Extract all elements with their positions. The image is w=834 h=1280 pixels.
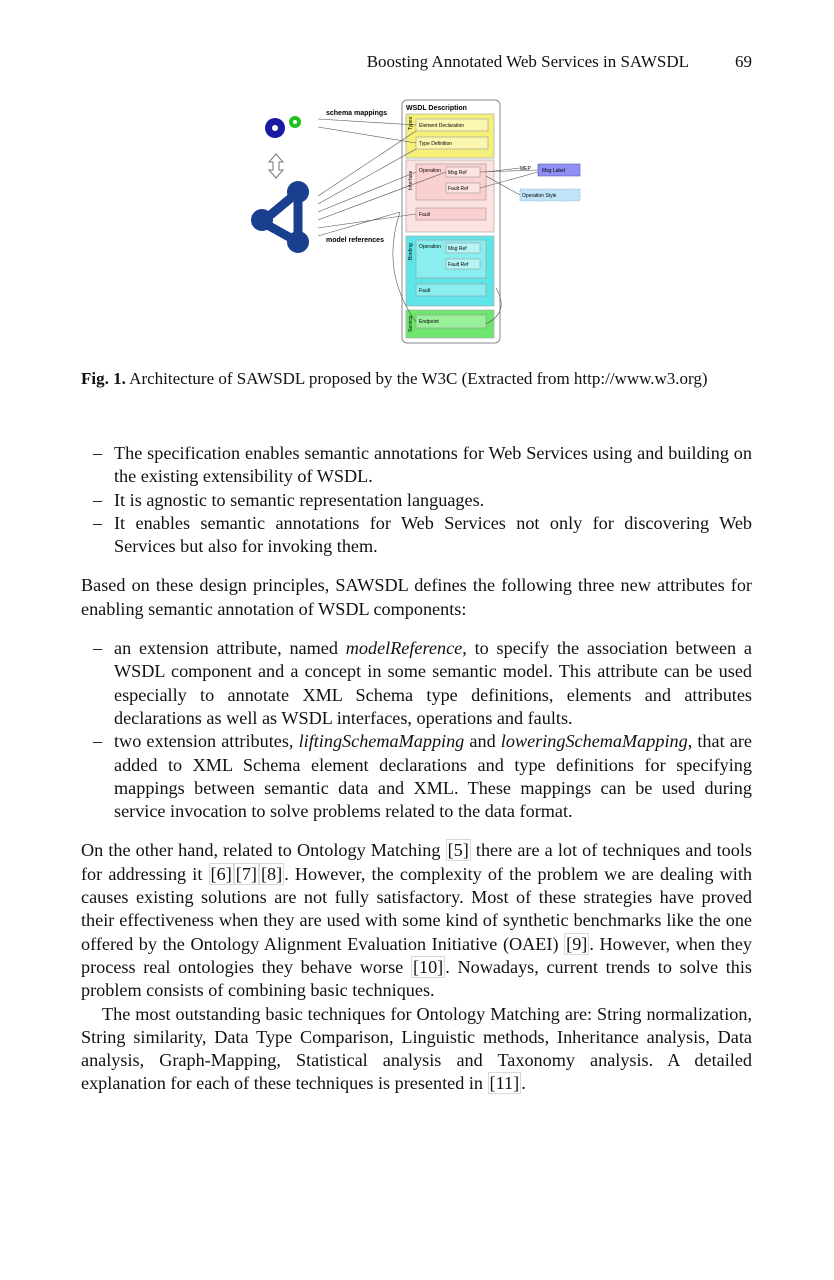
figure-label: Fig. 1. xyxy=(81,369,126,388)
citation-link[interactable]: [7] xyxy=(235,863,257,884)
endpoint-label: Endpoint xyxy=(419,319,439,325)
list-item: – It enables semantic annotations for Web Services not only for discovering Web Services but also for invoking them. xyxy=(81,512,752,559)
interface-label: Interface xyxy=(408,170,414,190)
body-text xyxy=(81,442,752,1096)
citation-link[interactable]: [5] xyxy=(447,840,469,861)
citation-link[interactable]: [8] xyxy=(260,863,283,884)
double-arrow-icon xyxy=(269,154,283,178)
paragraph: On the other hand, related to Ontology Matching [5] there are a lot of techniques and tools for addressing it [6] [7] [8] . However, the complexity of the problem we are dealing with causes existing solutions are not fully satisfactory. Most of these strategies have proved their effectiveness when they are used with some kind of synthetic benchmarks like the one offered by the Ontology Alignment Evaluation Initiative (OAEI) [9] . However, when they process real ontologies they behave worse [10] . Nowadays, current trends to solve this problem consists of combining basic techniques. xyxy=(81,840,752,1001)
element-declaration-label: Element Declaration xyxy=(419,123,465,129)
citation-link[interactable]: [9] xyxy=(566,933,588,954)
interface-fault-label: Fault xyxy=(419,212,431,218)
binding-label: Binding xyxy=(408,243,414,260)
running-title: Boosting Annotated Web Services in SAWSDL xyxy=(366,52,689,71)
citation-link[interactable]: [6] xyxy=(210,863,232,884)
ontology-icon xyxy=(251,181,309,253)
binding-fault-label: Fault xyxy=(419,288,431,294)
mep-label: MEP xyxy=(520,166,531,172)
type-definition-label: Type Definition xyxy=(419,141,453,147)
msg-ref-label: Msg Ref xyxy=(448,170,467,176)
list-item: – The specification enables semantic annotations for Web Services using and building on the existing extensibility of WSDL. xyxy=(81,442,752,489)
fault-ref-label: Fault Ref xyxy=(448,186,469,192)
binding-operation-label: Operation xyxy=(419,244,441,250)
figure-caption xyxy=(81,368,752,390)
paragraph: Based on these design principles, SAWSDL defines the following three new attributes for enabling semantic annotation of WSDL components: xyxy=(81,575,752,619)
service-label: Service xyxy=(408,315,414,332)
binding-msg-ref-label: Msg Ref xyxy=(448,246,467,252)
model-references-label: model references xyxy=(326,237,384,244)
running-head xyxy=(0,52,752,72)
msg-label-label: Msg Label xyxy=(542,168,566,174)
sawsdl-architecture-figure xyxy=(240,92,600,352)
list-item: – an extension attribute, named modelReference, to specify the association between a WSDL component and a concept in some semantic model. This attribute can be used especially to annotate XML Schema type definitions, elements and attributes declarations as well as WSDL interfaces, operations and faults. xyxy=(81,637,752,730)
schema-mappings-label: schema mappings xyxy=(326,110,388,117)
design-principles-list xyxy=(81,442,752,558)
paragraph: The most outstanding basic techniques for Ontology Matching are: String normalization, String similarity, Data Type Comparison, Linguistic methods, Inheritance analysis, Data analysis, Graph-Mapping, Statistical analysis and Taxonomy analysis. A detailed explanation for each of these techniques is presented in [11] . xyxy=(81,1003,752,1094)
list-item: – It is agnostic to semantic representation languages. xyxy=(81,489,752,512)
list-item: – two extension attributes, liftingSchemaMapping and loweringSchemaMapping, that are added to XML Schema element declarations and type definitions for specifying mappings between semantic data and XML. These mappings can be used during service invocation to solve problems related to the data format. xyxy=(81,730,752,823)
citation-link[interactable]: [10] xyxy=(412,956,444,977)
types-label: Types xyxy=(408,116,414,130)
citation-link[interactable]: [11] xyxy=(489,1073,520,1094)
operation-label: Operation xyxy=(419,168,441,174)
page-number: 69 xyxy=(735,52,752,71)
figure-caption-text: Architecture of SAWSDL proposed by the W3C (Extracted from http://www.w3.org) xyxy=(129,369,708,388)
wsdl-description-label: WSDL Description xyxy=(406,105,467,112)
gear-icon xyxy=(265,116,301,138)
attributes-list xyxy=(81,637,752,823)
binding-fault-ref-label: Fault Ref xyxy=(448,262,469,268)
operation-style-label: Operation Style xyxy=(522,193,557,199)
